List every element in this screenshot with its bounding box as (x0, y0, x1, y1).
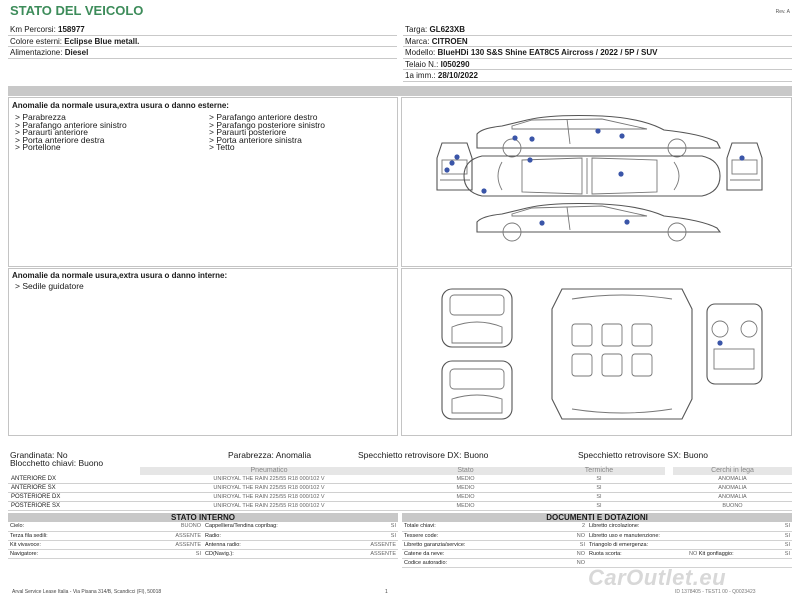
interior-damage-marker (717, 340, 722, 345)
internal-damage-heading: Anomalie da normale usura,extra usura o danno interne: (12, 271, 228, 280)
color-row: Colore esterni: Eclipse Blue metall. (8, 36, 397, 48)
damage-item: > Parafango posteriore sinistro (209, 119, 325, 130)
summary-specchietto-dx: Specchietto retrovisore DX: Buono (358, 450, 489, 460)
summary-parabrezza: Parabrezza: Anomalia (228, 450, 312, 460)
chassis-row: Telaio N.: I050290 (403, 59, 792, 71)
chassis-value: I050290 (440, 59, 470, 69)
external-damage-list-1 (15, 114, 127, 152)
model-row: Modello: BlueHDi 130 S&S Shine EAT8C5 Aircross / 2022 / 5P / SUV (403, 47, 792, 59)
interior-status-box (8, 513, 398, 559)
damage-item: > Paraurti anteriore (15, 127, 88, 137)
table-row: Codice autoradio: NO (402, 558, 792, 567)
internal-diagram-panel (401, 268, 792, 436)
table-row: Libretto garanzia/service: SI Triangolo di emergenza: SI (404, 541, 790, 548)
external-damage-list-2 (209, 114, 325, 152)
internal-car-diagram (402, 269, 793, 437)
tires-col-header: Termiche (533, 467, 665, 475)
table-row: Kit vivavoce: ASSENTE Antenna radio: ASSENTE (10, 541, 396, 548)
internal-damage-list (15, 283, 84, 291)
external-damage-panel (8, 97, 398, 267)
tires-col-header: Pneumatico (140, 467, 398, 475)
carOutlet-watermark: CarOutlet.eu (588, 565, 727, 590)
damage-item: > Portellone (15, 142, 61, 152)
external-diagram-panel (401, 97, 792, 267)
table-row: Terza fila sedili: ASSENTE Radio: SI (10, 532, 396, 539)
page-number: 1 (385, 589, 388, 595)
brand-value: CITROEN (431, 36, 468, 46)
revision-label: Rev. A (775, 9, 790, 15)
external-damage-heading: Anomalie da normale usura,extra usura o danno esterne: (12, 101, 229, 110)
document-id: ID 1378405 - TEST1 00 - Q0023423 (675, 589, 756, 595)
model-value: BlueHDi 130 S&S Shine EAT8C5 Aircross / 2022 / 5P / SUV (437, 48, 658, 57)
documents-table (402, 522, 792, 568)
tires-table (8, 467, 792, 511)
car-top-view (464, 156, 720, 196)
summary-specchietto-sx: Specchietto retrovisore SX: Buono (578, 450, 708, 460)
table-row: Totale chiavi: 2 Libretto circolazione: SI (404, 523, 790, 530)
brand-row: Marca: CITROEN (403, 36, 792, 48)
damage-item: > Tetto (209, 142, 235, 152)
table-row: ANTERIORE SX UNIROYAL THE RAIN 225/55 R18 000/102 V MEDIO SI ANOMALIA (8, 484, 792, 493)
registration-value: 28/10/2022 (437, 71, 478, 80)
damage-markers (444, 128, 744, 225)
damage-item: > Parabrezza (15, 112, 66, 122)
damage-item: > Parafango anteriore sinistro (15, 119, 127, 130)
footer-company: Arval Service Lease Italia - Via Pisana 314/B, Scandicci (FI), 50018 (12, 589, 162, 595)
interior-plan-view (552, 289, 692, 419)
table-row: ANTERIORE DX UNIROYAL THE RAIN 225/55 R18 000/102 V MEDIO SI ANOMALIA (8, 475, 792, 484)
section-divider (8, 86, 792, 96)
tires-col-header: Stato (398, 467, 533, 475)
interior-front-view (442, 289, 512, 347)
tires-header-row (8, 467, 792, 475)
vehicle-info (8, 24, 792, 82)
interior-steering-view (707, 304, 762, 384)
summary-blocchetto: Blocchetto chiavi: Buono (10, 458, 104, 468)
internal-damage-panel (8, 268, 398, 436)
car-rear-view (727, 143, 762, 190)
table-row: POSTERIORE SX UNIROYAL THE RAIN 225/55 R18 000/102 V MEDIO SI BUONO (8, 502, 792, 511)
table-row: Cielo: BUONO Cappelliera/Tendina copribag: SI (10, 523, 396, 530)
documents-heading: DOCUMENTI E DOTAZIONI (402, 513, 792, 522)
registration-row: 1a imm.: 28/10/2022 (403, 70, 792, 82)
external-car-diagram (402, 98, 793, 268)
documents-box (402, 513, 792, 568)
damage-item: > Paraurti posteriore (209, 127, 287, 137)
fuel-row: Alimentazione: Diesel (8, 47, 397, 59)
interior-status-table (8, 522, 398, 559)
page-title: STATO DEL VEICOLO (10, 3, 144, 18)
table-row: Navigatore: SI CD(Navig.): ASSENTE (10, 550, 396, 557)
vehicle-info-left (8, 24, 397, 59)
car-front-view (437, 143, 472, 190)
plate-value: GL623XB (429, 25, 466, 34)
table-row: Catene da neve: NO Ruota scorta: NO Kit gonfiaggio: SI (404, 550, 790, 557)
plate-row: Targa: GL623XB (403, 24, 792, 36)
damage-item: > Parafango anteriore destro (209, 112, 318, 122)
fuel-value: Diesel (64, 48, 89, 57)
interior-status-heading: STATO INTERNO (8, 513, 398, 522)
damage-item: > Sedile guidatore (15, 281, 84, 291)
damage-item: > Porta anteriore destra (15, 134, 105, 145)
km-row: Km Percorsi: 158977 (8, 24, 397, 36)
tires-col-header: Cerchi in lega (673, 467, 792, 475)
car-side-view-bottom (477, 204, 720, 242)
color-value: Eclipse Blue metall. (64, 36, 140, 46)
vehicle-info-right (403, 24, 792, 82)
table-row: POSTERIORE DX UNIROYAL THE RAIN 225/55 R18 000/102 V MEDIO SI ANOMALIA (8, 493, 792, 502)
interior-rear-view (442, 361, 512, 419)
table-row: Tessere code: NO Libretto uso e manutenzione: SI (404, 532, 790, 539)
km-value: 158977 (58, 25, 85, 34)
damage-item: > Porta anteriore sinistra (209, 134, 302, 145)
summary-grandinata: Grandinata: No (10, 450, 68, 460)
